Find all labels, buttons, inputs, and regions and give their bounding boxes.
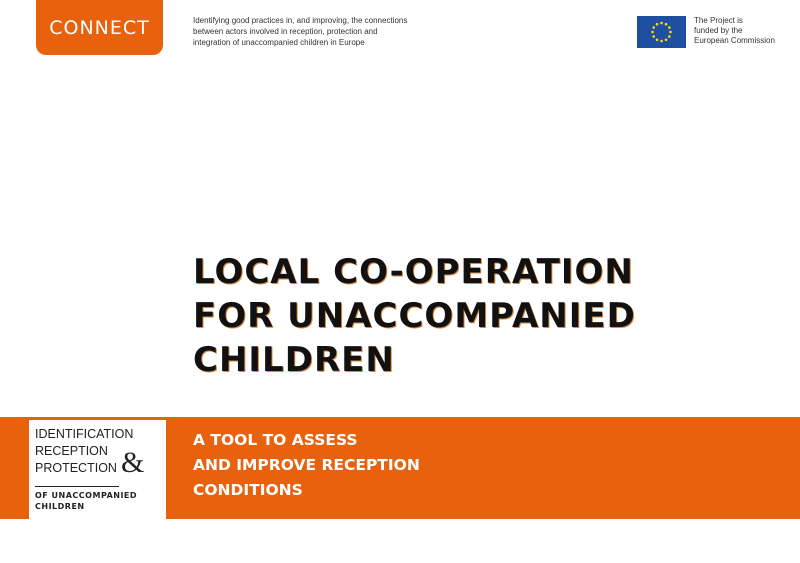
series-line: PROTECTION: [35, 461, 117, 475]
tagline-line: between actors involved in reception, protection and: [193, 27, 378, 36]
eu-stars: [637, 16, 686, 48]
eu-notice-line: The Project is: [694, 16, 743, 25]
subtitle-line: A TOOL TO ASSESS: [193, 431, 358, 449]
document-subtitle: [193, 428, 513, 503]
project-tagline: [193, 15, 463, 48]
series-line: IDENTIFICATION: [35, 427, 134, 441]
title-line: LOCAL CO-OPERATION: [193, 252, 634, 292]
tagline-line: integration of unaccompanied children in Europe: [193, 38, 365, 47]
series-sub-line: CHILDREN: [35, 502, 85, 511]
subtitle-line: AND IMPROVE RECEPTION: [193, 456, 420, 474]
ampersand: &: [121, 446, 145, 479]
connect-logo: [36, 0, 163, 55]
series-logo: [29, 420, 166, 519]
divider: [35, 486, 119, 487]
eu-flag-icon: [637, 16, 686, 48]
eu-notice-line: funded by the: [694, 26, 743, 35]
title-line: CHILDREN: [193, 340, 395, 380]
eu-funding-notice: [694, 16, 794, 46]
tagline-line: Identifying good practices in, and improving, the connections: [193, 16, 408, 25]
series-line: RECEPTION: [35, 444, 108, 458]
logo-text: CONNECT: [49, 16, 150, 39]
document-title: [193, 250, 753, 382]
title-line: FOR UNACCOMPANIED: [193, 296, 636, 336]
series-subtitle: [35, 490, 137, 512]
series-sub-line: OF UNACCOMPANIED: [35, 491, 138, 500]
subtitle-line: CONDITIONS: [193, 481, 303, 499]
series-logo-lines: [35, 426, 133, 477]
eu-notice-line: European Commission: [694, 36, 775, 45]
